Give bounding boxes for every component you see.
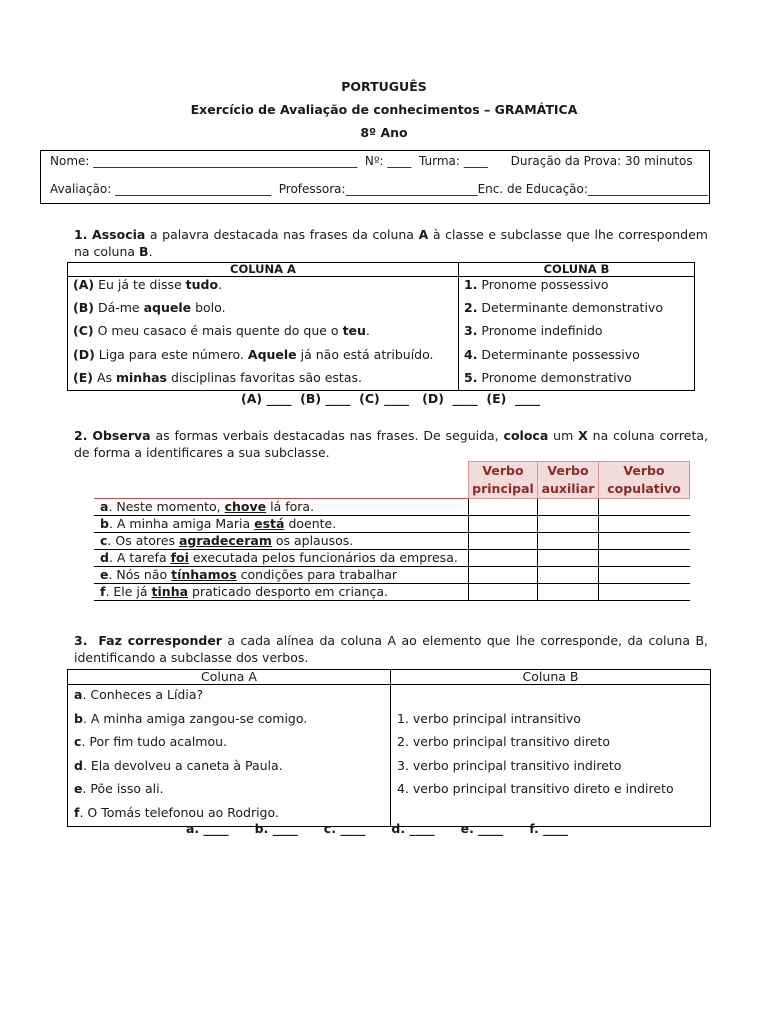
table-row: f. Ele já tinha praticado desporto em criança.	[94, 584, 690, 601]
exercise-title: Exercício de Avaliação de conhecimentos – GRAMÁTICA	[190, 102, 578, 117]
info-name-line[interactable]: Nome: ____________________________________________ Nº: ____ Turma: ____ Duração da Prova: 30 minutos	[50, 154, 693, 168]
list-item: 2. verbo principal transitivo direto	[397, 734, 611, 749]
answer-cell[interactable]	[599, 533, 690, 550]
table-row: (B) Dá-me aquele bolo. 2. Determinante demonstrativo	[68, 300, 695, 323]
question-3-prompt: 3. Faz corresponder a cada alínea da coluna A ao elemento que lhe corresponde, da coluna B, identificando a subclasse dos verbos.	[74, 633, 708, 665]
list-item: d. Ela devolveu a caneta à Paula.	[74, 757, 283, 773]
answer-cell[interactable]	[599, 550, 690, 567]
question-3-answers[interactable]: a. ____ b. ____ c. ____ d. ____ e. ____ f. ____	[186, 821, 569, 836]
list-item: e. Põe isso ali.	[74, 781, 164, 796]
table-row: b. A minha amiga Maria está doente.	[94, 516, 690, 533]
table-row: (D) Liga para este número. Aquele já não está atribuído. 4. Determinante possessivo	[68, 347, 695, 370]
question-1-answers[interactable]: (A) ____ (B) ____ (C) ____ (D) ____ (E) ____	[241, 391, 541, 406]
table-row: (C) O meu casaco é mais quente do que o teu. 3. Pronome indefinido	[68, 323, 695, 346]
list-item: c. Por fim tudo acalmou.	[74, 734, 228, 749]
answer-cell[interactable]	[538, 550, 599, 567]
column-b-header: Coluna B	[391, 670, 711, 685]
question-2-prompt: 2. Observa as formas verbais destacadas nas frases. De seguida, coloca um X na coluna correta, de forma a identificares a sua subclasse.	[74, 428, 709, 460]
answer-cell[interactable]	[538, 567, 599, 584]
school-year: 8º Ano	[360, 125, 408, 140]
table-row: e. Nós não tínhamos condições para trabalhar	[94, 567, 690, 584]
column-a-header: Coluna A	[68, 670, 391, 685]
question-1-table	[67, 262, 695, 391]
answer-cell[interactable]	[599, 584, 690, 601]
list-item: b. A minha amiga zangou-se comigo.	[74, 710, 308, 726]
table-row: (A) Eu já te disse tudo. 1. Pronome possessivo	[68, 277, 695, 301]
answer-cell[interactable]	[469, 533, 538, 550]
header-verbo-copulativo: Verbo copulativo	[599, 462, 690, 499]
answer-cell[interactable]	[538, 516, 599, 533]
answer-cell[interactable]	[469, 567, 538, 584]
student-info-box	[40, 150, 710, 204]
table-row: a. Neste momento, chove lá fora.	[94, 499, 690, 516]
list-item: 1. verbo principal intransitivo	[397, 710, 581, 726]
answer-cell[interactable]	[599, 499, 690, 516]
list-item: a. Conheces a Lídia?	[74, 687, 204, 702]
list-item: 4. verbo principal transitivo direto e indireto	[397, 781, 674, 796]
column-b-header: COLUNA B	[459, 263, 695, 277]
answer-cell[interactable]	[599, 567, 690, 584]
subject-title: PORTUGUÊS	[341, 79, 427, 94]
list-item: 3. verbo principal transitivo indireto	[397, 757, 622, 773]
header-verbo-auxiliar: Verbo auxiliar	[538, 462, 599, 499]
list-item: f. O Tomás telefonou ao Rodrigo.	[74, 804, 279, 820]
answer-cell[interactable]	[538, 584, 599, 601]
answer-cell[interactable]	[538, 499, 599, 516]
column-a-header: COLUNA A	[68, 263, 459, 277]
table-row: (E) As minhas disciplinas favoritas são estas. 5. Pronome demonstrativo	[68, 370, 695, 391]
table-row: d. A tarefa foi executada pelos funcionários da empresa.	[94, 550, 690, 567]
answer-cell[interactable]	[469, 550, 538, 567]
question-1-prompt: 1. Associa a palavra destacada nas frases da coluna A à classe e subclasse que lhe correspondem na coluna B.	[74, 227, 708, 259]
header-verbo-principal: Verbo principal	[469, 462, 538, 499]
answer-cell[interactable]	[599, 516, 690, 533]
question-2-table	[94, 461, 690, 601]
answer-cell[interactable]	[469, 499, 538, 516]
question-3-table	[67, 669, 711, 827]
answer-cell[interactable]	[469, 516, 538, 533]
answer-cell[interactable]	[469, 584, 538, 601]
answer-cell[interactable]	[538, 533, 599, 550]
table-row: c. Os atores agradeceram os aplausos.	[94, 533, 690, 550]
info-evaluation-line[interactable]: Avaliação: __________________________ Professora:______________________Enc. de Educação:____________________	[50, 182, 708, 196]
